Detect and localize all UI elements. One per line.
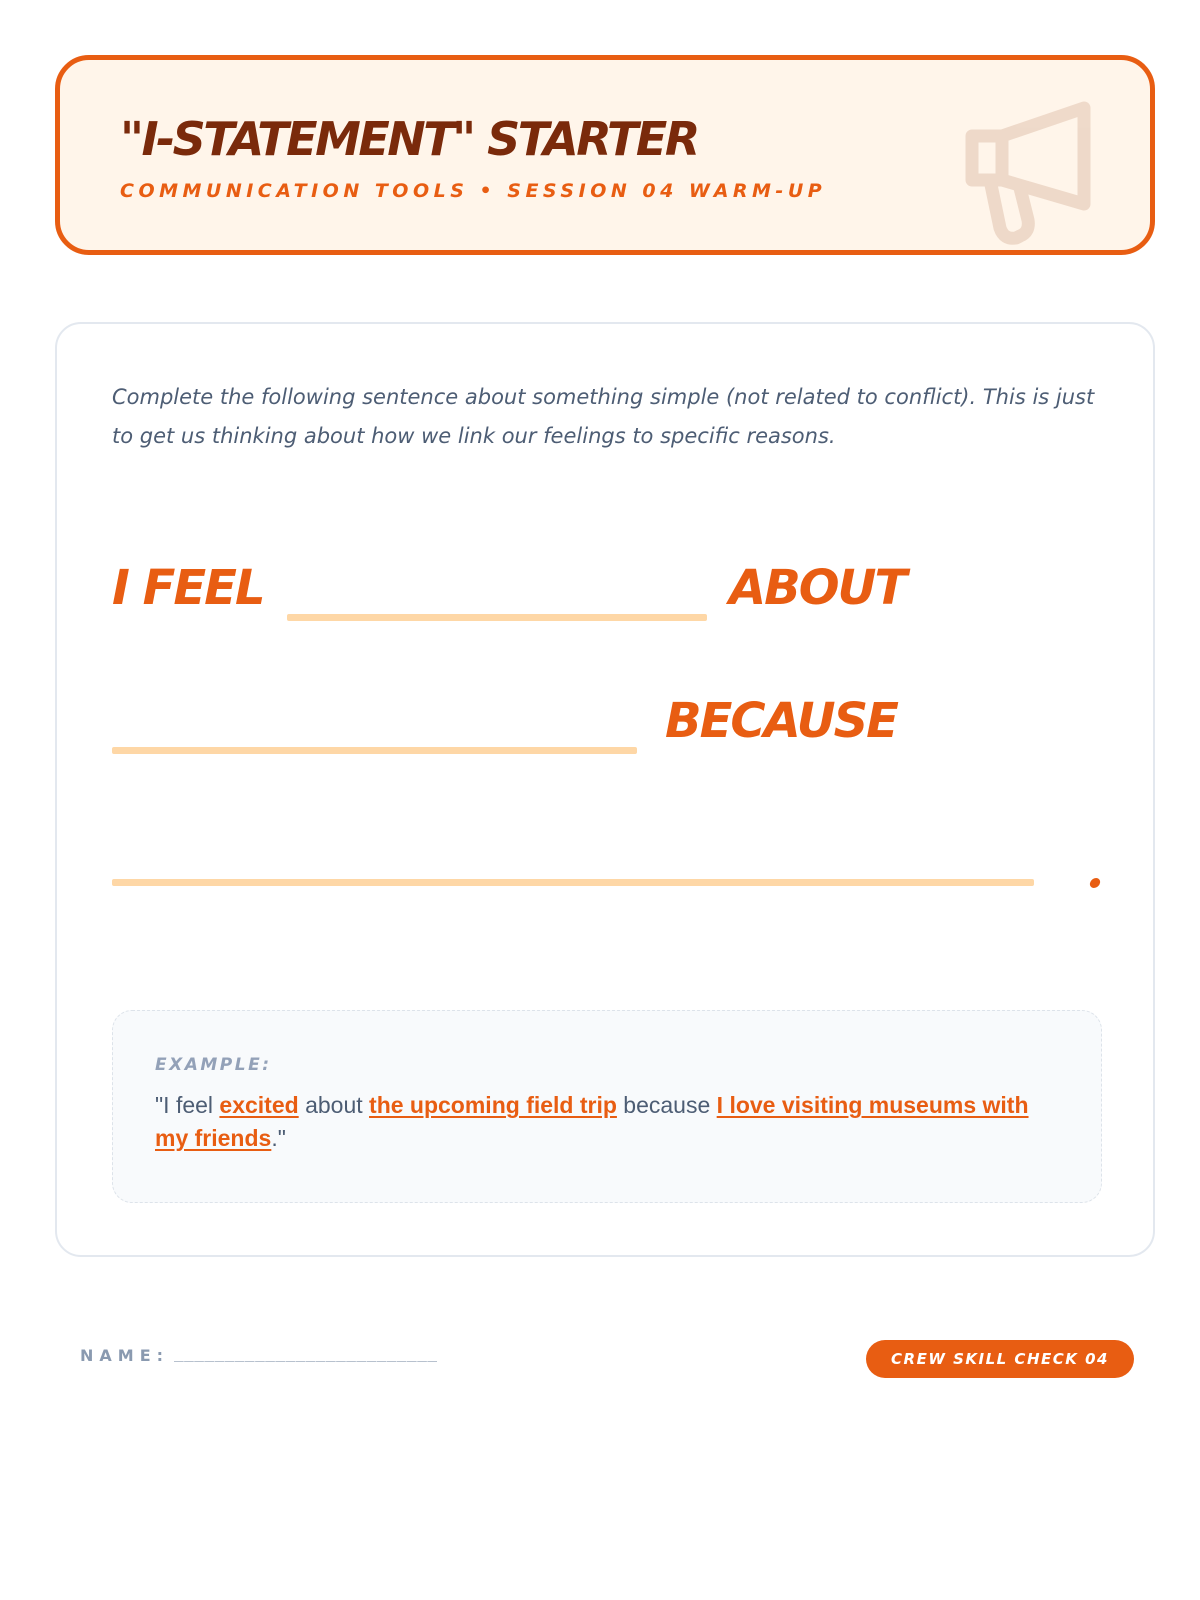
example-fill-topic: the upcoming field trip [369, 1092, 617, 1118]
topic-blank[interactable] [112, 747, 637, 754]
instructions-text: Complete the following sentence about something simple (not related to conflict). This is just to get us thinking about how we link our feelings to specific reasons. [112, 385, 1095, 448]
example-quote-open: "I feel [155, 1092, 220, 1118]
example-quote-close: ." [271, 1125, 286, 1151]
page-subtitle: COMMUNICATION TOOLS • SESSION 04 WARM-UP [120, 180, 827, 202]
example-fill-feeling: excited [219, 1092, 299, 1118]
reason-blank[interactable] [112, 879, 1034, 886]
example-fill-reason: I love visiting museums with my friends [155, 1092, 1029, 1151]
sentence-period [1089, 878, 1101, 888]
sentence-word-about: ABOUT [729, 560, 906, 616]
example-text [155, 1089, 1035, 1155]
name-field[interactable]: __________________________ [174, 1343, 438, 1362]
example-label: EXAMPLE: [155, 1055, 272, 1075]
page-title: "I-STATEMENT" STARTER [120, 112, 698, 166]
megaphone-icon [960, 98, 1110, 248]
header-card [55, 55, 1155, 255]
feeling-blank[interactable] [287, 614, 707, 621]
skill-check-badge: CREW SKILL CHECK 04 [866, 1340, 1134, 1378]
sentence-word-because: BECAUSE [665, 693, 897, 749]
worksheet-card [55, 322, 1155, 1257]
example-connector-about: about [298, 1092, 370, 1118]
example-box [112, 1010, 1102, 1203]
example-connector-because: because [616, 1092, 717, 1118]
name-label: NAME: [80, 1346, 170, 1365]
sentence-word-i-feel: I FEEL [112, 560, 264, 616]
